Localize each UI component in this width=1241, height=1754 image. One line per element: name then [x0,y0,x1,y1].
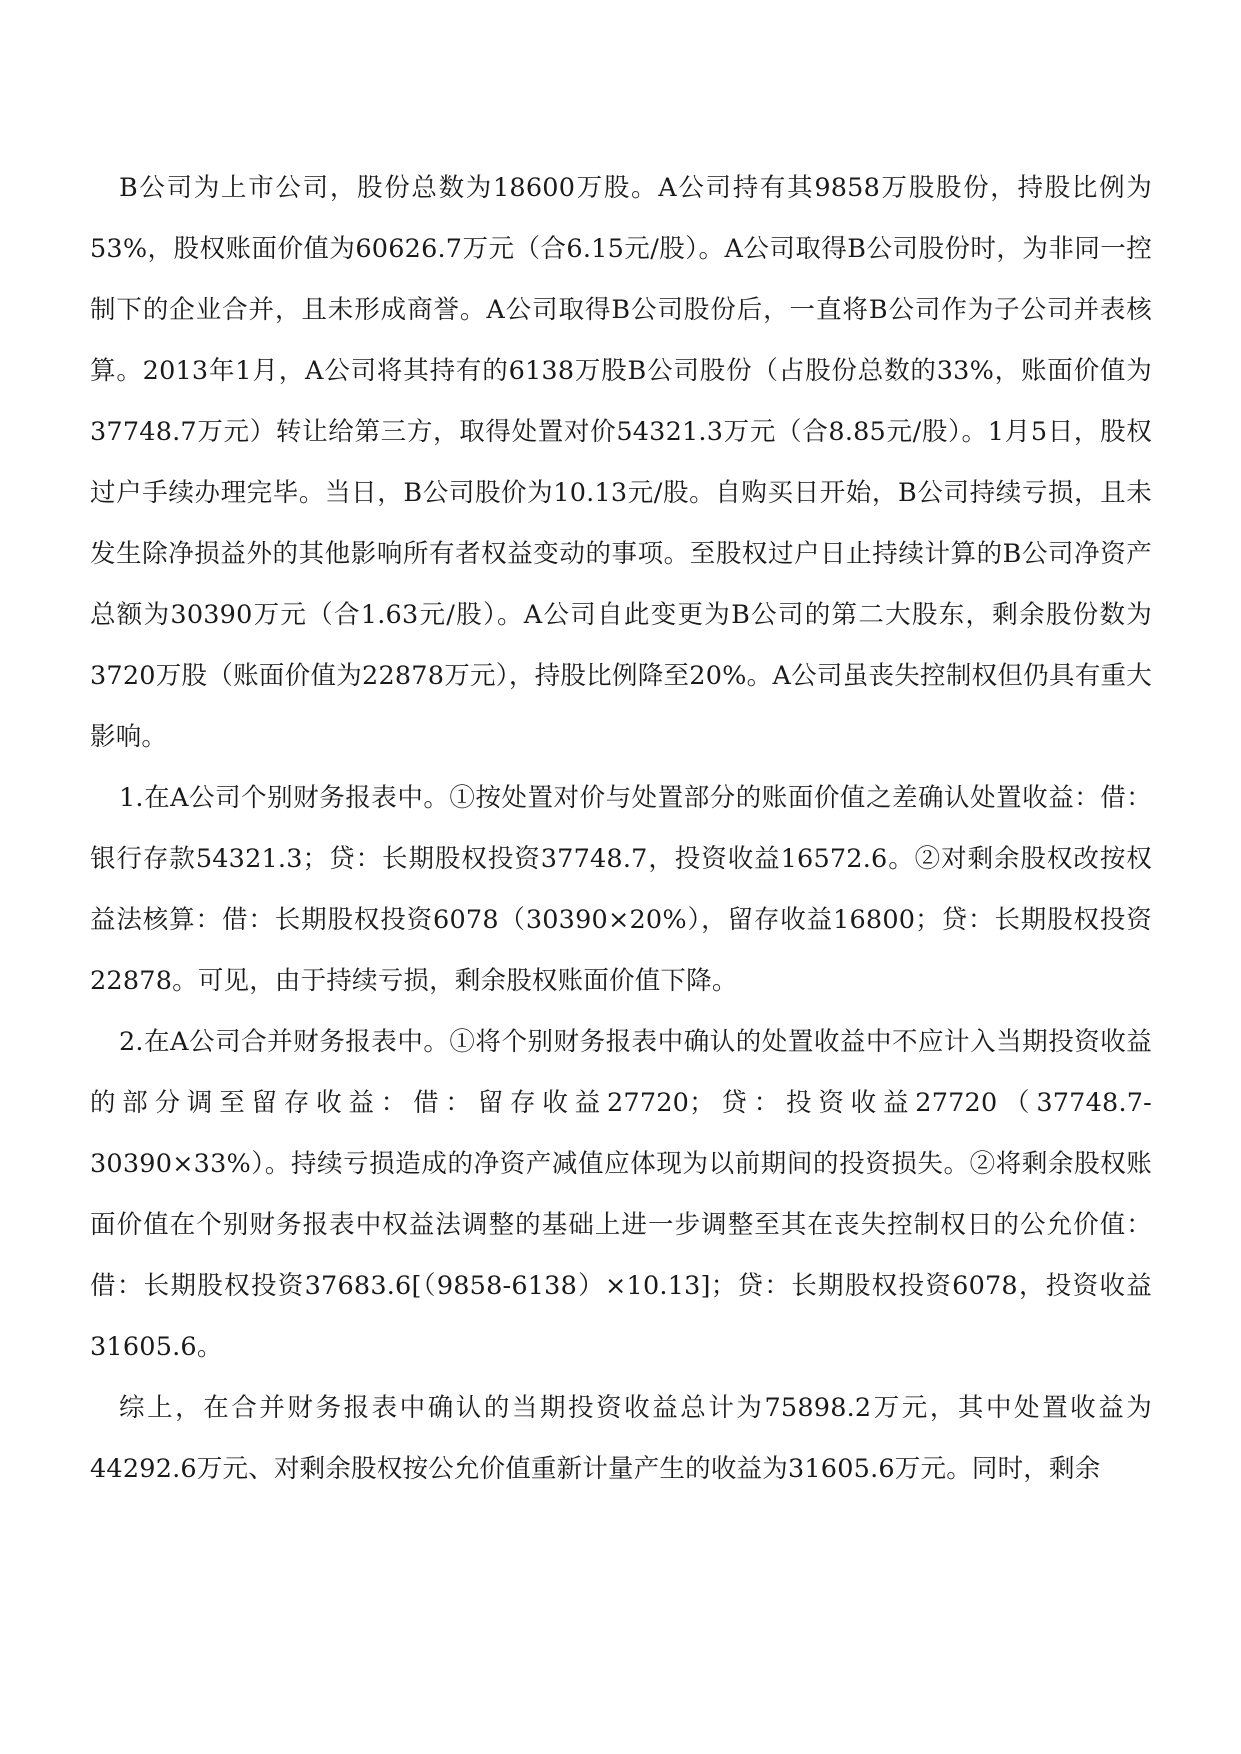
paragraph-case-background: B公司为上市公司，股份总数为18600万股。A公司持有其9858万股股份，持股比例为53%，股权账面价值为60626.7万元（合6.15元/股）。A公司取得B公司股份时，为非同一控制下的企业合并，且未形成商誉。A公司取得B公司股份后，一直将B公司作为子公司并表核算。2013年1月，A公司将其持有的6138万股B公司股份（占股份总数的33%，账面价值为37748.7万元）转让给第三方，取得处置对价54321.3万元（合8.85元/股）。1月5日，股权过户手续办理完毕。当日，B公司股价为10.13元/股。自购买日开始，B公司持续亏损，且未发生除净损益外的其他影响所有者权益变动的事项。至股权过户日止持续计算的B公司净资产总额为30390万元（合1.63元/股）。A公司自此变更为B公司的第二大股东，剩余股份数为3720万股（账面价值为22878万元），持股比例降至20%。A公司虽丧失控制权但仍具有重大影响。 [90,173,1152,752]
paragraph-consolidated-statements: 2.在A公司合并财务报表中。①将个别财务报表中确认的处置收益中不应计入当期投资收益的部分调至留存收益：借：留存收益27720；贷：投资收益27720（37748.7-30390×33%）。持续亏损造成的净资产减值应体现为以前期间的投资损失。②将剩余股权账面价值在个别财务报表中权益法调整的基础上进一步调整至其在丧失控制权日的公允价值：借：长期股权投资37683.6[（9858-6138）×10.13]；贷：长期股权投资6078，投资收益31605.6。 [90,1027,1152,1362]
paragraph-summary: 综上，在合并财务报表中确认的当期投资收益总计为75898.2万元，其中处置收益为44292.6万元、对剩余股权按公允价值重新计量产生的收益为31605.6万元。同时，剩余 [90,1393,1152,1484]
paragraph-individual-statements: 1.在A公司个别财务报表中。①按处置对价与处置部分的账面价值之差确认处置收益：借：银行存款54321.3；贷：长期股权投资37748.7，投资收益16572.6。②对剩余股权改按权益法核算：借：长期股权投资6078（30390×20%），留存收益16800；贷：长期股权投资22878。可见，由于持续亏损，剩余股权账面价值下降。 [90,783,1152,996]
document-page [90,158,1152,1500]
